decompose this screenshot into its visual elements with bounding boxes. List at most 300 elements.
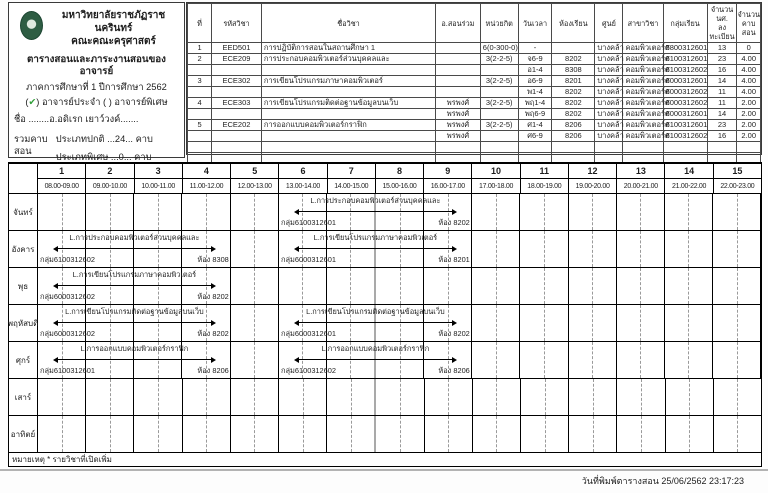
course-row bbox=[188, 109, 761, 120]
arrow-line bbox=[58, 248, 211, 249]
course-cell bbox=[261, 87, 435, 98]
timetable-cell bbox=[472, 194, 520, 230]
course-cell bbox=[737, 142, 761, 153]
timetable-cell bbox=[617, 194, 665, 230]
university-names bbox=[48, 9, 179, 48]
block-room: ห้อง 8202 bbox=[438, 218, 470, 227]
university-name: มหาวิทยาลัยราชภัฏราชนครินทร์ bbox=[61, 10, 166, 34]
course-cell: 8202 bbox=[552, 54, 595, 65]
timetable-cell bbox=[520, 194, 568, 230]
course-cell: บางคล้า bbox=[595, 43, 623, 54]
course-cell: ECE202 bbox=[212, 120, 262, 131]
course-table-head-row bbox=[188, 4, 761, 43]
arrow-right-head bbox=[211, 246, 216, 252]
course-cell: 8202 bbox=[552, 87, 595, 98]
course-cell bbox=[480, 109, 518, 120]
day-row bbox=[9, 231, 761, 268]
period-time-cell: 09.00-10.00 bbox=[86, 179, 134, 194]
course-cell bbox=[436, 142, 481, 153]
course-cell bbox=[188, 131, 212, 142]
course-table-wrap bbox=[186, 2, 762, 155]
course-block bbox=[38, 231, 231, 267]
course-row bbox=[188, 54, 761, 65]
timetable-cell bbox=[713, 342, 761, 378]
course-cell: 4 bbox=[188, 98, 212, 109]
course-cell: การออกแบบคอมพิวเตอร์กราฟิก bbox=[261, 120, 435, 131]
course-cell: 11 bbox=[707, 98, 737, 109]
day-schedule-area bbox=[38, 268, 761, 305]
period-number-cell: 3 bbox=[135, 164, 183, 179]
university-seal-logo bbox=[20, 11, 43, 40]
period-time-cell: 22.00-23.00 bbox=[714, 179, 761, 194]
arrow-line bbox=[58, 359, 211, 360]
timetable-corner-cell bbox=[9, 164, 38, 179]
course-col-header: จำนวน นศ. ลงทะเบียน bbox=[707, 4, 737, 43]
timetable-cell bbox=[521, 379, 569, 415]
timetable-cell bbox=[231, 268, 279, 304]
course-cell: จ6-9 bbox=[518, 54, 552, 65]
course-cell: 3(2-2-5) bbox=[480, 54, 518, 65]
course-cell: พรพงศ์ bbox=[436, 98, 481, 109]
course-cell: คอมพิวเตอร์ศ bbox=[623, 43, 663, 54]
note-row: หมายเหตุ * รายวิชาที่เปิดเพิ่ม bbox=[12, 455, 112, 464]
timetable-cell bbox=[134, 194, 182, 230]
period-number-cell: 5 bbox=[231, 164, 279, 179]
checkmark-icon: ✔ bbox=[28, 97, 37, 107]
course-cell: บางคล้า bbox=[595, 120, 623, 131]
period-number-cell: 7 bbox=[328, 164, 376, 179]
timetable-cell bbox=[521, 416, 569, 452]
timetable-cell bbox=[376, 416, 424, 452]
course-cell: 5 bbox=[188, 120, 212, 131]
timetable-cell bbox=[86, 379, 134, 415]
course-row bbox=[188, 43, 761, 54]
day-label: พุธ bbox=[9, 268, 38, 305]
course-row bbox=[188, 65, 761, 76]
timetable-cell bbox=[182, 194, 230, 230]
block-group: กลุ่ม6100312602 bbox=[40, 255, 95, 264]
timetable-cell bbox=[425, 379, 473, 415]
course-block bbox=[279, 342, 472, 378]
course-table-body bbox=[188, 43, 761, 175]
print-date: วันที่พิมพ์ตารางสอน 25/06/2562 23:17:23 bbox=[581, 476, 744, 486]
day-label: อังคาร bbox=[9, 231, 38, 268]
timetable-cell bbox=[183, 379, 231, 415]
block-footer bbox=[281, 218, 470, 227]
course-col-header: ศูนย์ bbox=[595, 4, 623, 43]
course-block bbox=[38, 342, 231, 378]
block-footer bbox=[281, 366, 470, 375]
timetable-cell bbox=[713, 268, 761, 304]
arrow-right-head bbox=[211, 320, 216, 326]
course-block bbox=[38, 268, 231, 304]
course-col-header: หน่วยกิต bbox=[480, 4, 518, 43]
day-label: เสาร์ bbox=[9, 379, 38, 416]
course-row bbox=[188, 131, 761, 142]
course-cell: 3(2-2-5) bbox=[480, 98, 518, 109]
arrow-line bbox=[299, 359, 452, 360]
course-cell: 6000312601 bbox=[663, 76, 707, 87]
arrow-line bbox=[299, 211, 452, 212]
timetable-corner-cell bbox=[9, 179, 38, 194]
block-room: ห้อง 8201 bbox=[438, 255, 470, 264]
course-block bbox=[279, 231, 472, 267]
course-cell: 4.00 bbox=[737, 87, 761, 98]
course-cell: 3 bbox=[188, 76, 212, 87]
course-cell bbox=[212, 109, 262, 120]
period-number-cell: 13 bbox=[617, 164, 665, 179]
day-rows-container bbox=[9, 194, 761, 453]
day-row bbox=[9, 379, 761, 416]
course-cell bbox=[212, 142, 262, 153]
course-cell: การเขียนโปรแกรมติดต่อฐานข้อมูลบนเว็บ bbox=[261, 98, 435, 109]
course-col-header: จำนวนคาบ สอน bbox=[737, 4, 761, 43]
course-col-header: รหัสวิชา bbox=[212, 4, 262, 43]
course-row bbox=[188, 98, 761, 109]
course-cell: บางคล้า bbox=[595, 109, 623, 120]
course-cell: 4.00 bbox=[737, 65, 761, 76]
course-cell: คอมพิวเตอร์ศ bbox=[623, 65, 663, 76]
course-col-header: วันเวลา bbox=[518, 4, 552, 43]
period-number-cell: 14 bbox=[665, 164, 713, 179]
timetable-cell bbox=[569, 268, 617, 304]
course-cell: 0 bbox=[737, 43, 761, 54]
timetable-cell bbox=[520, 268, 568, 304]
course-cell: 6000312602 bbox=[663, 87, 707, 98]
course-cell: 6(0-300-0) bbox=[480, 43, 518, 54]
block-room: ห้อง 8308 bbox=[197, 255, 229, 264]
course-cell: 8202 bbox=[552, 98, 595, 109]
course-cell: การเขียนโปรแกรมภาษาคอมพิวเตอร์ bbox=[261, 76, 435, 87]
course-row bbox=[188, 142, 761, 153]
period-time-cell: 13.00-14.00 bbox=[279, 179, 327, 194]
timetable-cell bbox=[617, 342, 665, 378]
timetable-cell bbox=[665, 194, 713, 230]
arrow-line bbox=[299, 248, 452, 249]
timetable-cell bbox=[425, 416, 473, 452]
timetable-cell bbox=[617, 268, 665, 304]
course-cell bbox=[261, 142, 435, 153]
timetable-cell bbox=[520, 305, 568, 341]
course-cell bbox=[552, 43, 595, 54]
course-cell bbox=[480, 65, 518, 76]
period-time-cell: 21.00-22.00 bbox=[665, 179, 713, 194]
timetable-cell bbox=[38, 416, 86, 452]
day-row bbox=[9, 194, 761, 231]
course-block bbox=[279, 305, 472, 341]
timetable-cell bbox=[520, 231, 568, 267]
block-room: ห้อง 8202 bbox=[197, 329, 229, 338]
course-cell bbox=[188, 87, 212, 98]
period-time-cell: 12.00-13.00 bbox=[231, 179, 279, 194]
course-cell: 5800312601 bbox=[663, 43, 707, 54]
course-cell: บางคล้า bbox=[595, 131, 623, 142]
day-label: อาทิตย์ bbox=[9, 416, 38, 453]
course-cell: ECE209 bbox=[212, 54, 262, 65]
arrow-right-head bbox=[211, 283, 216, 289]
course-cell bbox=[436, 65, 481, 76]
timetable-cell bbox=[327, 268, 376, 304]
course-col-header: สาขาวิชา bbox=[623, 4, 663, 43]
day-label: ศุกร์ bbox=[9, 342, 38, 379]
course-cell: คอมพิวเตอร์ศ bbox=[623, 98, 663, 109]
course-cell bbox=[623, 142, 663, 153]
course-cell: พ1-4 bbox=[518, 87, 552, 98]
period-number-cell: 9 bbox=[424, 164, 472, 179]
timetable-cell bbox=[38, 379, 86, 415]
timetable-cell bbox=[665, 342, 713, 378]
weekly-timetable bbox=[8, 162, 762, 467]
period-time-cell: 16.00-17.00 bbox=[424, 179, 472, 194]
lecturer-name-line: ชื่อ ........อ.อดิเรก เยาว์วงค์....... bbox=[14, 114, 139, 124]
block-footer bbox=[281, 329, 470, 338]
block-group: กลุ่ม6100312602 bbox=[281, 366, 336, 375]
course-cell: 2.00 bbox=[737, 98, 761, 109]
period-number-cell: 6 bbox=[279, 164, 327, 179]
course-cell: 14 bbox=[707, 109, 737, 120]
course-cell bbox=[212, 65, 262, 76]
course-cell bbox=[436, 87, 481, 98]
timetable-cell bbox=[714, 416, 761, 452]
block-course-title: L.การออกแบบคอมพิวเตอร์กราฟิก bbox=[321, 344, 430, 353]
period-time-cell: 18.00-19.00 bbox=[521, 179, 569, 194]
block-group: กลุ่ม6000312601 bbox=[281, 255, 336, 264]
course-cell: ศ6-9 bbox=[518, 131, 552, 142]
timetable-cell bbox=[376, 379, 424, 415]
day-schedule-area bbox=[38, 416, 761, 453]
course-col-header: ชื่อวิชา bbox=[261, 4, 435, 43]
day-row bbox=[9, 305, 761, 342]
timetable-cell bbox=[86, 194, 134, 230]
block-group: กลุ่ม6000312602 bbox=[40, 292, 95, 301]
timetable-cell bbox=[617, 305, 665, 341]
period-time-cell: 15.00-16.00 bbox=[376, 179, 424, 194]
header-info-box bbox=[8, 2, 185, 162]
day-row bbox=[9, 416, 761, 453]
course-cell bbox=[518, 142, 552, 153]
timetable-cell bbox=[665, 268, 713, 304]
timetable-cell bbox=[279, 268, 327, 304]
block-room: ห้อง 8202 bbox=[197, 292, 229, 301]
course-cell: 23 bbox=[707, 120, 737, 131]
course-cell: อ6-9 bbox=[518, 76, 552, 87]
timetable-cell bbox=[665, 305, 713, 341]
course-cell: 6100312601 bbox=[663, 120, 707, 131]
block-group: กลุ่ม6100312601 bbox=[40, 366, 95, 375]
arrow-right-head bbox=[452, 209, 457, 215]
period-time-cell: 17.00-18.00 bbox=[472, 179, 520, 194]
period-time-cell: 20.00-21.00 bbox=[617, 179, 665, 194]
lecturer-type-line bbox=[14, 96, 179, 108]
course-col-header: ที่ bbox=[188, 4, 212, 43]
block-room: ห้อง 8206 bbox=[438, 366, 470, 375]
course-cell bbox=[188, 65, 212, 76]
timetable-cell bbox=[569, 416, 617, 452]
course-cell: บางคล้า bbox=[595, 65, 623, 76]
faculty-name: คณะคณะครุศาสตร์ bbox=[71, 36, 156, 47]
course-cell: คอมพิวเตอร์ศ bbox=[623, 109, 663, 120]
lecturer-type-labels: ) อาจารย์ประจำ ( ) อาจารย์พิเศษ bbox=[36, 97, 168, 107]
block-course-title: L.การเขียนโปรแกรมติดต่อฐานข้อมูลบนเว็บ bbox=[65, 307, 204, 316]
semester-line: ภาคการศึกษาที่ 1 ปีการศึกษา 2562 bbox=[26, 82, 167, 92]
course-col-header: กลุ่มเรียน bbox=[663, 4, 707, 43]
course-block bbox=[279, 194, 472, 230]
duration-arrow bbox=[294, 357, 457, 363]
course-cell bbox=[188, 109, 212, 120]
duration-arrow bbox=[53, 320, 216, 326]
timetable-cell bbox=[279, 379, 327, 415]
course-cell: 4.00 bbox=[737, 54, 761, 65]
course-table bbox=[187, 3, 761, 175]
block-footer bbox=[40, 292, 229, 301]
course-cell: - bbox=[518, 43, 552, 54]
timetable-cell bbox=[713, 194, 761, 230]
course-cell: อ1-4 bbox=[518, 65, 552, 76]
day-row bbox=[9, 342, 761, 379]
course-cell: 6000312601 bbox=[663, 109, 707, 120]
block-footer bbox=[40, 255, 229, 264]
arrow-line bbox=[58, 285, 211, 286]
arrow-line bbox=[58, 322, 211, 323]
course-cell bbox=[707, 142, 737, 153]
timetable-cell bbox=[617, 379, 665, 415]
timetable-cell bbox=[665, 231, 713, 267]
course-cell: 2.00 bbox=[737, 131, 761, 142]
course-cell: พฤ1-4 bbox=[518, 98, 552, 109]
day-label: พฤหัสบดี bbox=[9, 305, 38, 342]
timetable-cell bbox=[569, 379, 617, 415]
course-cell: พฤ6-9 bbox=[518, 109, 552, 120]
timetable-cell bbox=[472, 305, 520, 341]
duration-arrow bbox=[294, 320, 457, 326]
timetable-cell bbox=[183, 416, 231, 452]
course-cell: 23 bbox=[707, 54, 737, 65]
course-cell: 8206 bbox=[552, 120, 595, 131]
course-cell: 16 bbox=[707, 131, 737, 142]
block-course-title: L.การเขียนโปรแกรมภาษาคอมพิวเตอร์ bbox=[72, 270, 197, 279]
course-col-header: อ.สอนร่วม bbox=[436, 4, 481, 43]
course-cell: 4.00 bbox=[737, 76, 761, 87]
timetable-cell bbox=[520, 342, 568, 378]
course-cell bbox=[212, 131, 262, 142]
period-number-cell: 1 bbox=[38, 164, 86, 179]
period-number-cell: 4 bbox=[183, 164, 231, 179]
course-cell: พรพงศ์ bbox=[436, 109, 481, 120]
day-schedule-area bbox=[38, 379, 761, 416]
page-break-line bbox=[0, 469, 768, 471]
timetable-cell bbox=[327, 416, 376, 452]
course-cell: 8308 bbox=[552, 65, 595, 76]
course-cell: 6100312602 bbox=[663, 65, 707, 76]
timetable-cell bbox=[569, 342, 617, 378]
duration-arrow bbox=[53, 357, 216, 363]
course-cell: การปฏิบัติการสอนในสถานศึกษา 1 bbox=[261, 43, 435, 54]
timetable-cell bbox=[231, 194, 279, 230]
arrow-right-head bbox=[211, 357, 216, 363]
course-row bbox=[188, 120, 761, 131]
period-time-cell: 08.00-09.00 bbox=[38, 179, 86, 194]
total-periods-label: รวมคาบ สอน bbox=[14, 134, 48, 156]
course-row bbox=[188, 87, 761, 98]
timetable-cell bbox=[472, 342, 520, 378]
course-cell bbox=[261, 65, 435, 76]
timetable-cell bbox=[231, 231, 279, 267]
timetable-cell bbox=[424, 268, 472, 304]
timetable-cell bbox=[569, 231, 617, 267]
course-cell bbox=[188, 142, 212, 153]
course-cell: คอมพิวเตอร์ศ bbox=[623, 87, 663, 98]
course-cell: 2.00 bbox=[737, 109, 761, 120]
course-cell: ศ1-4 bbox=[518, 120, 552, 131]
timetable-cell bbox=[713, 231, 761, 267]
course-cell: บางคล้า bbox=[595, 76, 623, 87]
course-cell: 14 bbox=[707, 76, 737, 87]
period-time-cell: 19.00-20.00 bbox=[569, 179, 617, 194]
course-cell: ECE303 bbox=[212, 98, 262, 109]
course-cell: 11 bbox=[707, 87, 737, 98]
course-cell bbox=[595, 142, 623, 153]
timetable-cell bbox=[472, 268, 520, 304]
day-label: จันทร์ bbox=[9, 194, 38, 231]
day-schedule-area bbox=[38, 194, 761, 231]
timetable-cell bbox=[666, 379, 714, 415]
course-cell: ECE302 bbox=[212, 76, 262, 87]
course-row bbox=[188, 76, 761, 87]
university-header bbox=[20, 9, 179, 48]
block-course-title: L.การออกแบบคอมพิวเตอร์กราฟิก bbox=[80, 344, 189, 353]
course-cell: 6100312601 bbox=[663, 54, 707, 65]
timetable-cell bbox=[86, 416, 134, 452]
arrow-right-head bbox=[452, 246, 457, 252]
day-schedule-area bbox=[38, 231, 761, 268]
timetable-cell bbox=[231, 379, 279, 415]
total-regular: ประเภทปกติ ...24... คาบ bbox=[55, 134, 153, 144]
timetable-cell bbox=[134, 379, 182, 415]
period-number-cell: 15 bbox=[714, 164, 761, 179]
block-footer bbox=[281, 255, 470, 264]
duration-arrow bbox=[53, 246, 216, 252]
block-course-title: L.การประกอบคอมพิวเตอร์ส่วนบุคคลและ bbox=[69, 233, 200, 242]
block-group: กลุ่ม6000312602 bbox=[40, 329, 95, 338]
period-number-row bbox=[9, 164, 761, 179]
timetable-cell bbox=[231, 342, 279, 378]
course-cell: 13 bbox=[707, 43, 737, 54]
duration-arrow bbox=[53, 283, 216, 289]
course-cell bbox=[261, 131, 435, 142]
course-cell bbox=[212, 87, 262, 98]
period-time-row bbox=[9, 179, 761, 194]
course-cell bbox=[261, 109, 435, 120]
day-schedule-area bbox=[38, 305, 761, 342]
period-time-cell: 10.00-11.00 bbox=[135, 179, 183, 194]
course-cell: 8201 bbox=[552, 76, 595, 87]
timetable-cell bbox=[472, 231, 520, 267]
course-block bbox=[38, 305, 231, 341]
course-cell bbox=[663, 142, 707, 153]
timetable-cell bbox=[569, 305, 617, 341]
course-cell: 3(2-2-5) bbox=[480, 120, 518, 131]
course-cell: คอมพิวเตอร์ศ bbox=[623, 76, 663, 87]
document-title: ตารางสอนและภาระงานสอนของอาจารย์ bbox=[27, 54, 166, 77]
period-number-cell: 2 bbox=[86, 164, 134, 179]
block-footer bbox=[40, 366, 229, 375]
block-course-title: L.การเขียนโปรแกรมภาษาคอมพิวเตอร์ bbox=[313, 233, 438, 242]
course-cell bbox=[436, 76, 481, 87]
course-cell: 16 bbox=[707, 65, 737, 76]
block-group: กลุ่ม6000312601 bbox=[281, 329, 336, 338]
arrow-right-head bbox=[452, 357, 457, 363]
course-cell bbox=[480, 142, 518, 153]
